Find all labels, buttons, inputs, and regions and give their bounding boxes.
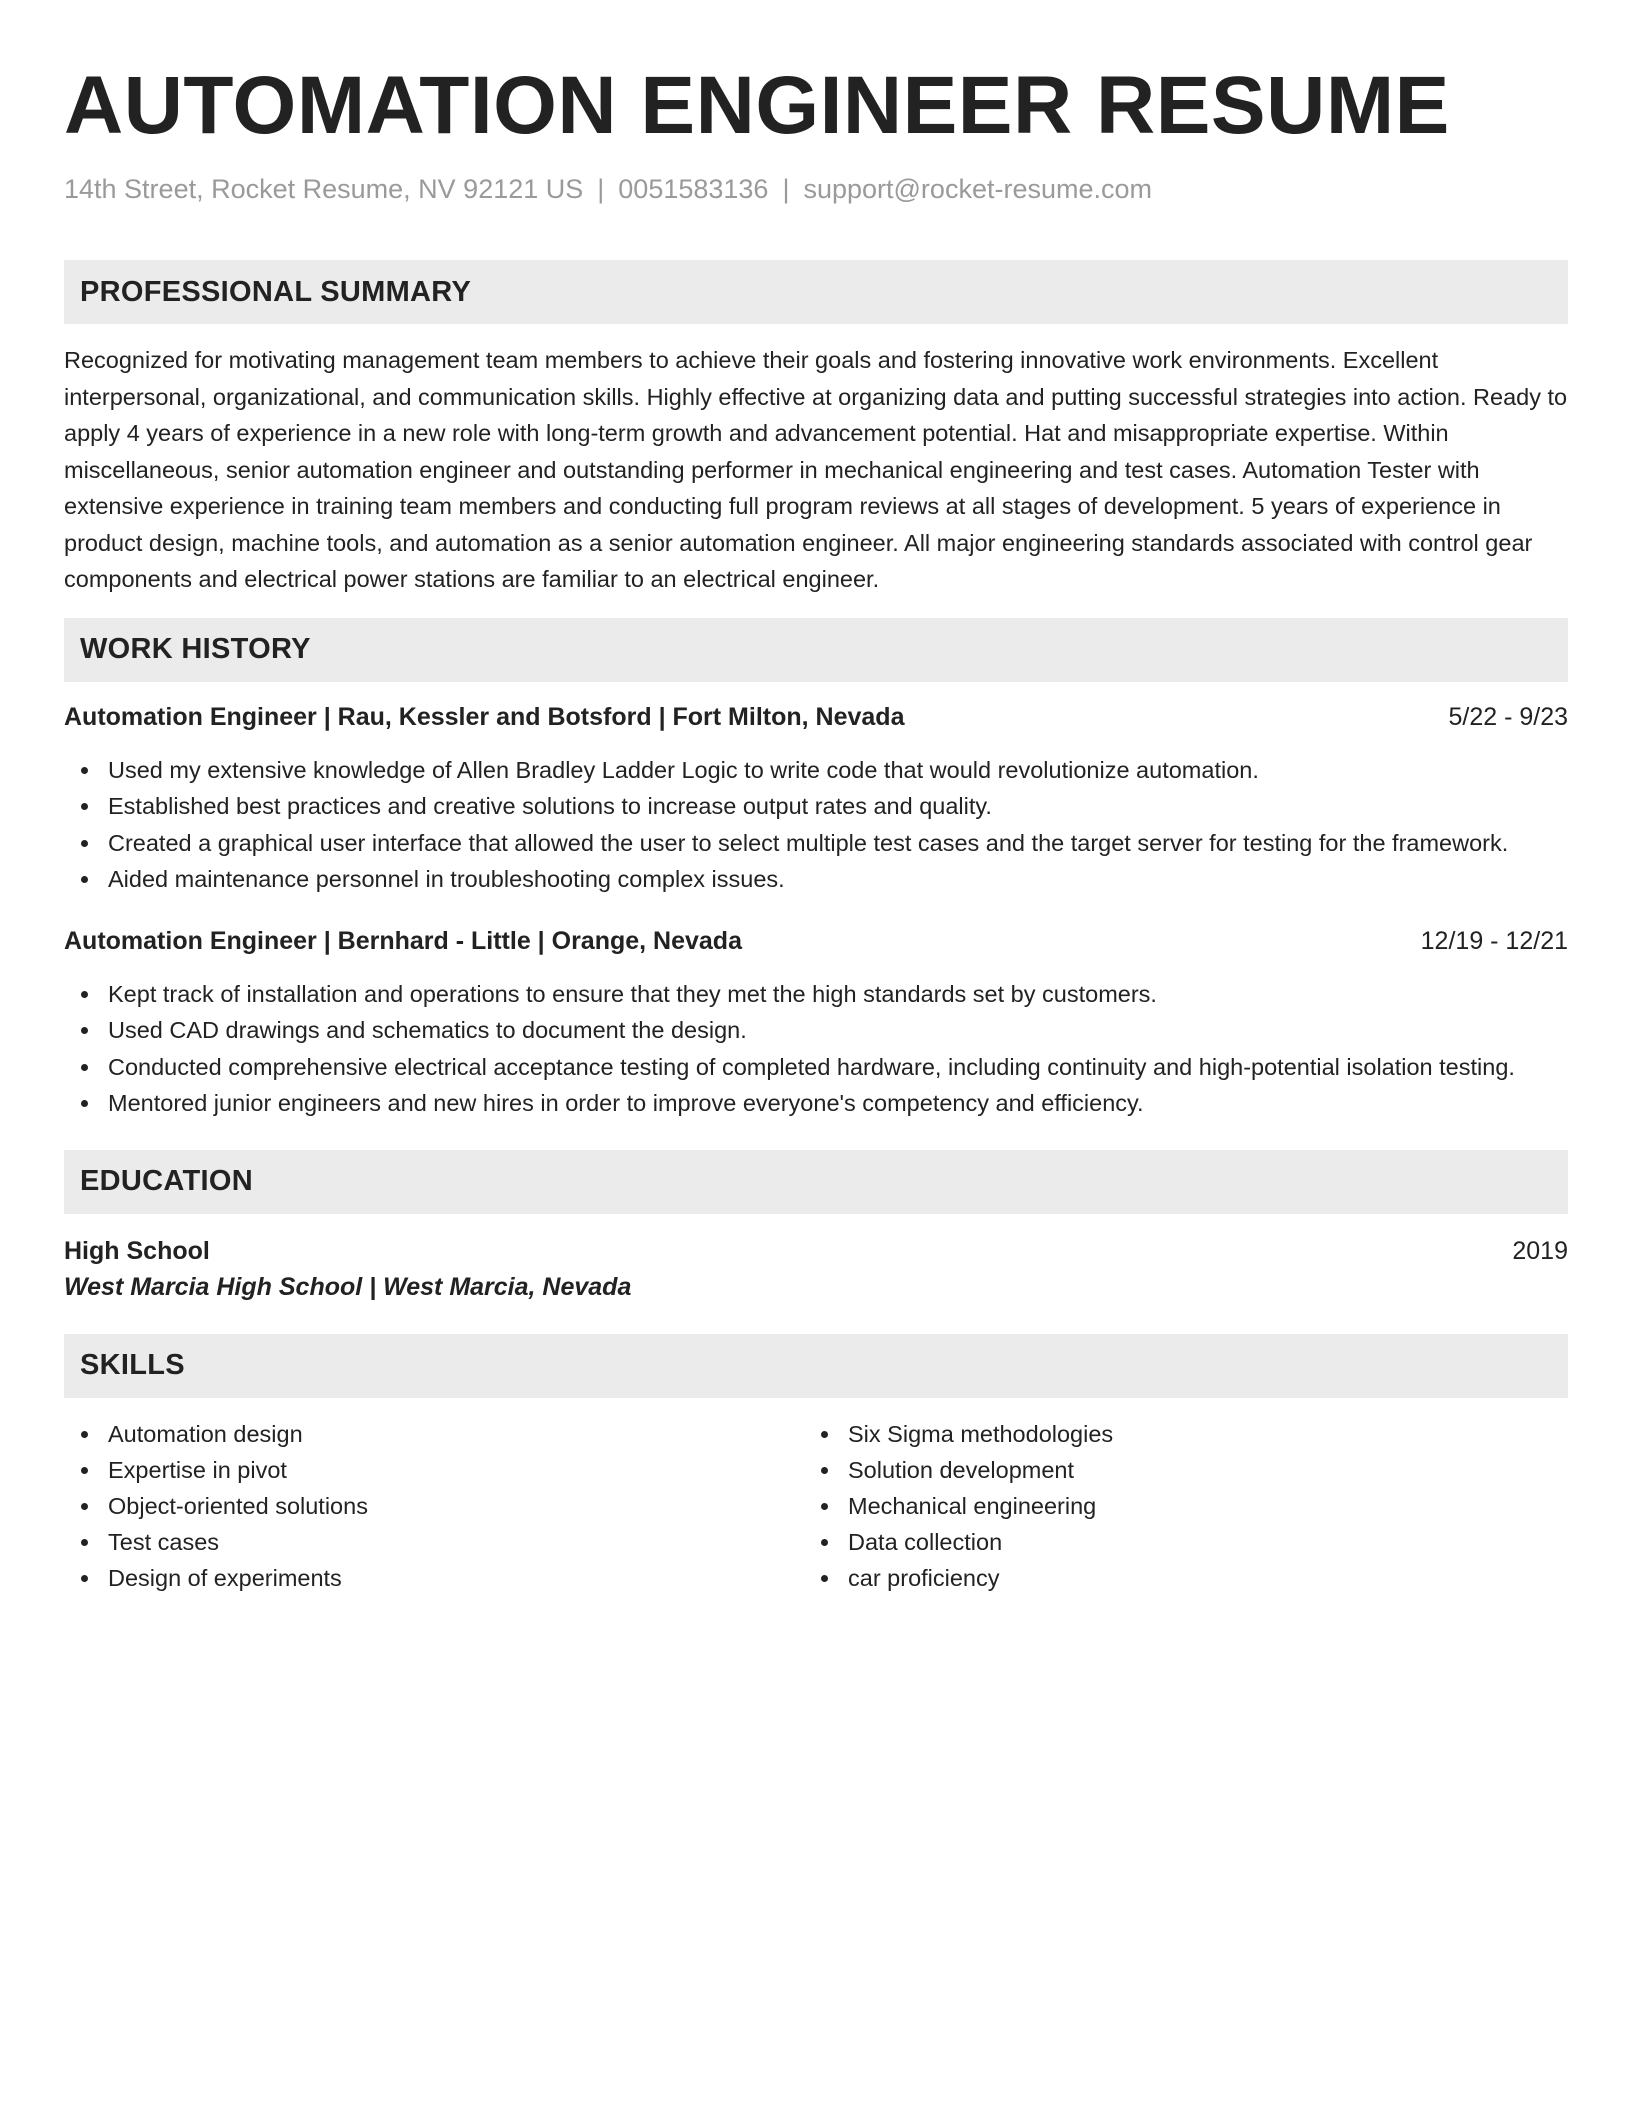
summary-text: Recognized for motivating management team members to achieve their goals and fostering innovative work environments. Excellent interpersonal, organizational, and communication skills. Highly effective at organizing data and putting successful strategies into action. Ready to apply 4 years of experience in a new role with long-term growth and advancement potential. Hat and misappropriate expertise. Within miscellaneous, senior automation engineer and outstanding performer in mechanical engineering and test cases. Automation Tester with extensive experience in training team members and conducting full program reviews at all stages of development. 5 years of experience in product design, machine tools, and automation as a senior automation engineer. All major engineering standards associated with control gear components and electrical power stations are familiar to an electrical engineer. bbox=[64, 347, 1568, 592]
contact-phone: 0051583136 bbox=[618, 174, 769, 204]
skills-grid bbox=[64, 1416, 1568, 1596]
skill-item: Object-oriented solutions bbox=[64, 1488, 804, 1524]
skill-item: Mechanical engineering bbox=[804, 1488, 1544, 1524]
job-entry bbox=[64, 700, 1568, 898]
skills-list-left bbox=[64, 1416, 804, 1596]
job-bullet: Used my extensive knowledge of Allen Bradley Ladder Logic to write code that would revolutionize automation. bbox=[64, 752, 1568, 789]
contact-address: 14th Street, Rocket Resume, NV 92121 US bbox=[64, 174, 584, 204]
skill-item: Test cases bbox=[64, 1524, 804, 1560]
job-bullet: Mentored junior engineers and new hires in order to improve everyone's competency and efficiency. bbox=[64, 1085, 1568, 1122]
contact-separator: | bbox=[597, 174, 605, 204]
job-bullet-list bbox=[64, 752, 1568, 898]
job-title: Automation Engineer | Bernhard - Little | Orange, Nevada bbox=[64, 926, 742, 955]
job-bullet: Created a graphical user interface that allowed the user to select multiple test cases and the target server for testing for the framework. bbox=[64, 825, 1568, 862]
job-bullet: Conducted comprehensive electrical acceptance testing of completed hardware, including continuity and high-potential isolation testing. bbox=[64, 1049, 1568, 1086]
skill-item: Design of experiments bbox=[64, 1560, 804, 1596]
job-dates: 12/19 - 12/21 bbox=[1420, 926, 1568, 955]
job-entry bbox=[64, 924, 1568, 1122]
skill-item: Data collection bbox=[804, 1524, 1544, 1560]
job-bullet: Used CAD drawings and schematics to document the design. bbox=[64, 1012, 1568, 1049]
job-header bbox=[64, 924, 1568, 958]
job-title: Automation Engineer | Rau, Kessler and Botsford | Fort Milton, Nevada bbox=[64, 702, 905, 731]
job-bullet-list bbox=[64, 976, 1568, 1122]
work-history-section-header: WORK HISTORY bbox=[64, 618, 1568, 682]
education-header bbox=[64, 1234, 1568, 1268]
job-bullet: Kept track of installation and operations to ensure that they met the high standards set by customers. bbox=[64, 976, 1568, 1013]
contact-line bbox=[64, 172, 1568, 206]
education-section-header: EDUCATION bbox=[64, 1150, 1568, 1214]
education-year: 2019 bbox=[1512, 1236, 1568, 1265]
skill-item: Six Sigma methodologies bbox=[804, 1416, 1544, 1452]
job-bullet: Aided maintenance personnel in troubleshooting complex issues. bbox=[64, 861, 1568, 898]
job-header bbox=[64, 700, 1568, 734]
skill-item: car proficiency bbox=[804, 1560, 1544, 1596]
contact-separator: | bbox=[782, 174, 790, 204]
education-school: West Marcia High School | West Marcia, Nevada bbox=[64, 1272, 632, 1301]
skills-section-header: SKILLS bbox=[64, 1334, 1568, 1398]
skills-list-right bbox=[804, 1416, 1544, 1596]
job-bullet: Established best practices and creative solutions to increase output rates and quality. bbox=[64, 788, 1568, 825]
education-entry bbox=[64, 1234, 1568, 1306]
contact-email: support@rocket-resume.com bbox=[803, 174, 1152, 204]
job-dates: 5/22 - 9/23 bbox=[1448, 702, 1568, 731]
skill-item: Solution development bbox=[804, 1452, 1544, 1488]
resume-title: AUTOMATION ENGINEER RESUME bbox=[64, 60, 1450, 151]
education-degree: High School bbox=[64, 1236, 210, 1265]
skill-item: Automation design bbox=[64, 1416, 804, 1452]
summary-section-header: PROFESSIONAL SUMMARY bbox=[64, 260, 1568, 324]
skill-item: Expertise in pivot bbox=[64, 1452, 804, 1488]
